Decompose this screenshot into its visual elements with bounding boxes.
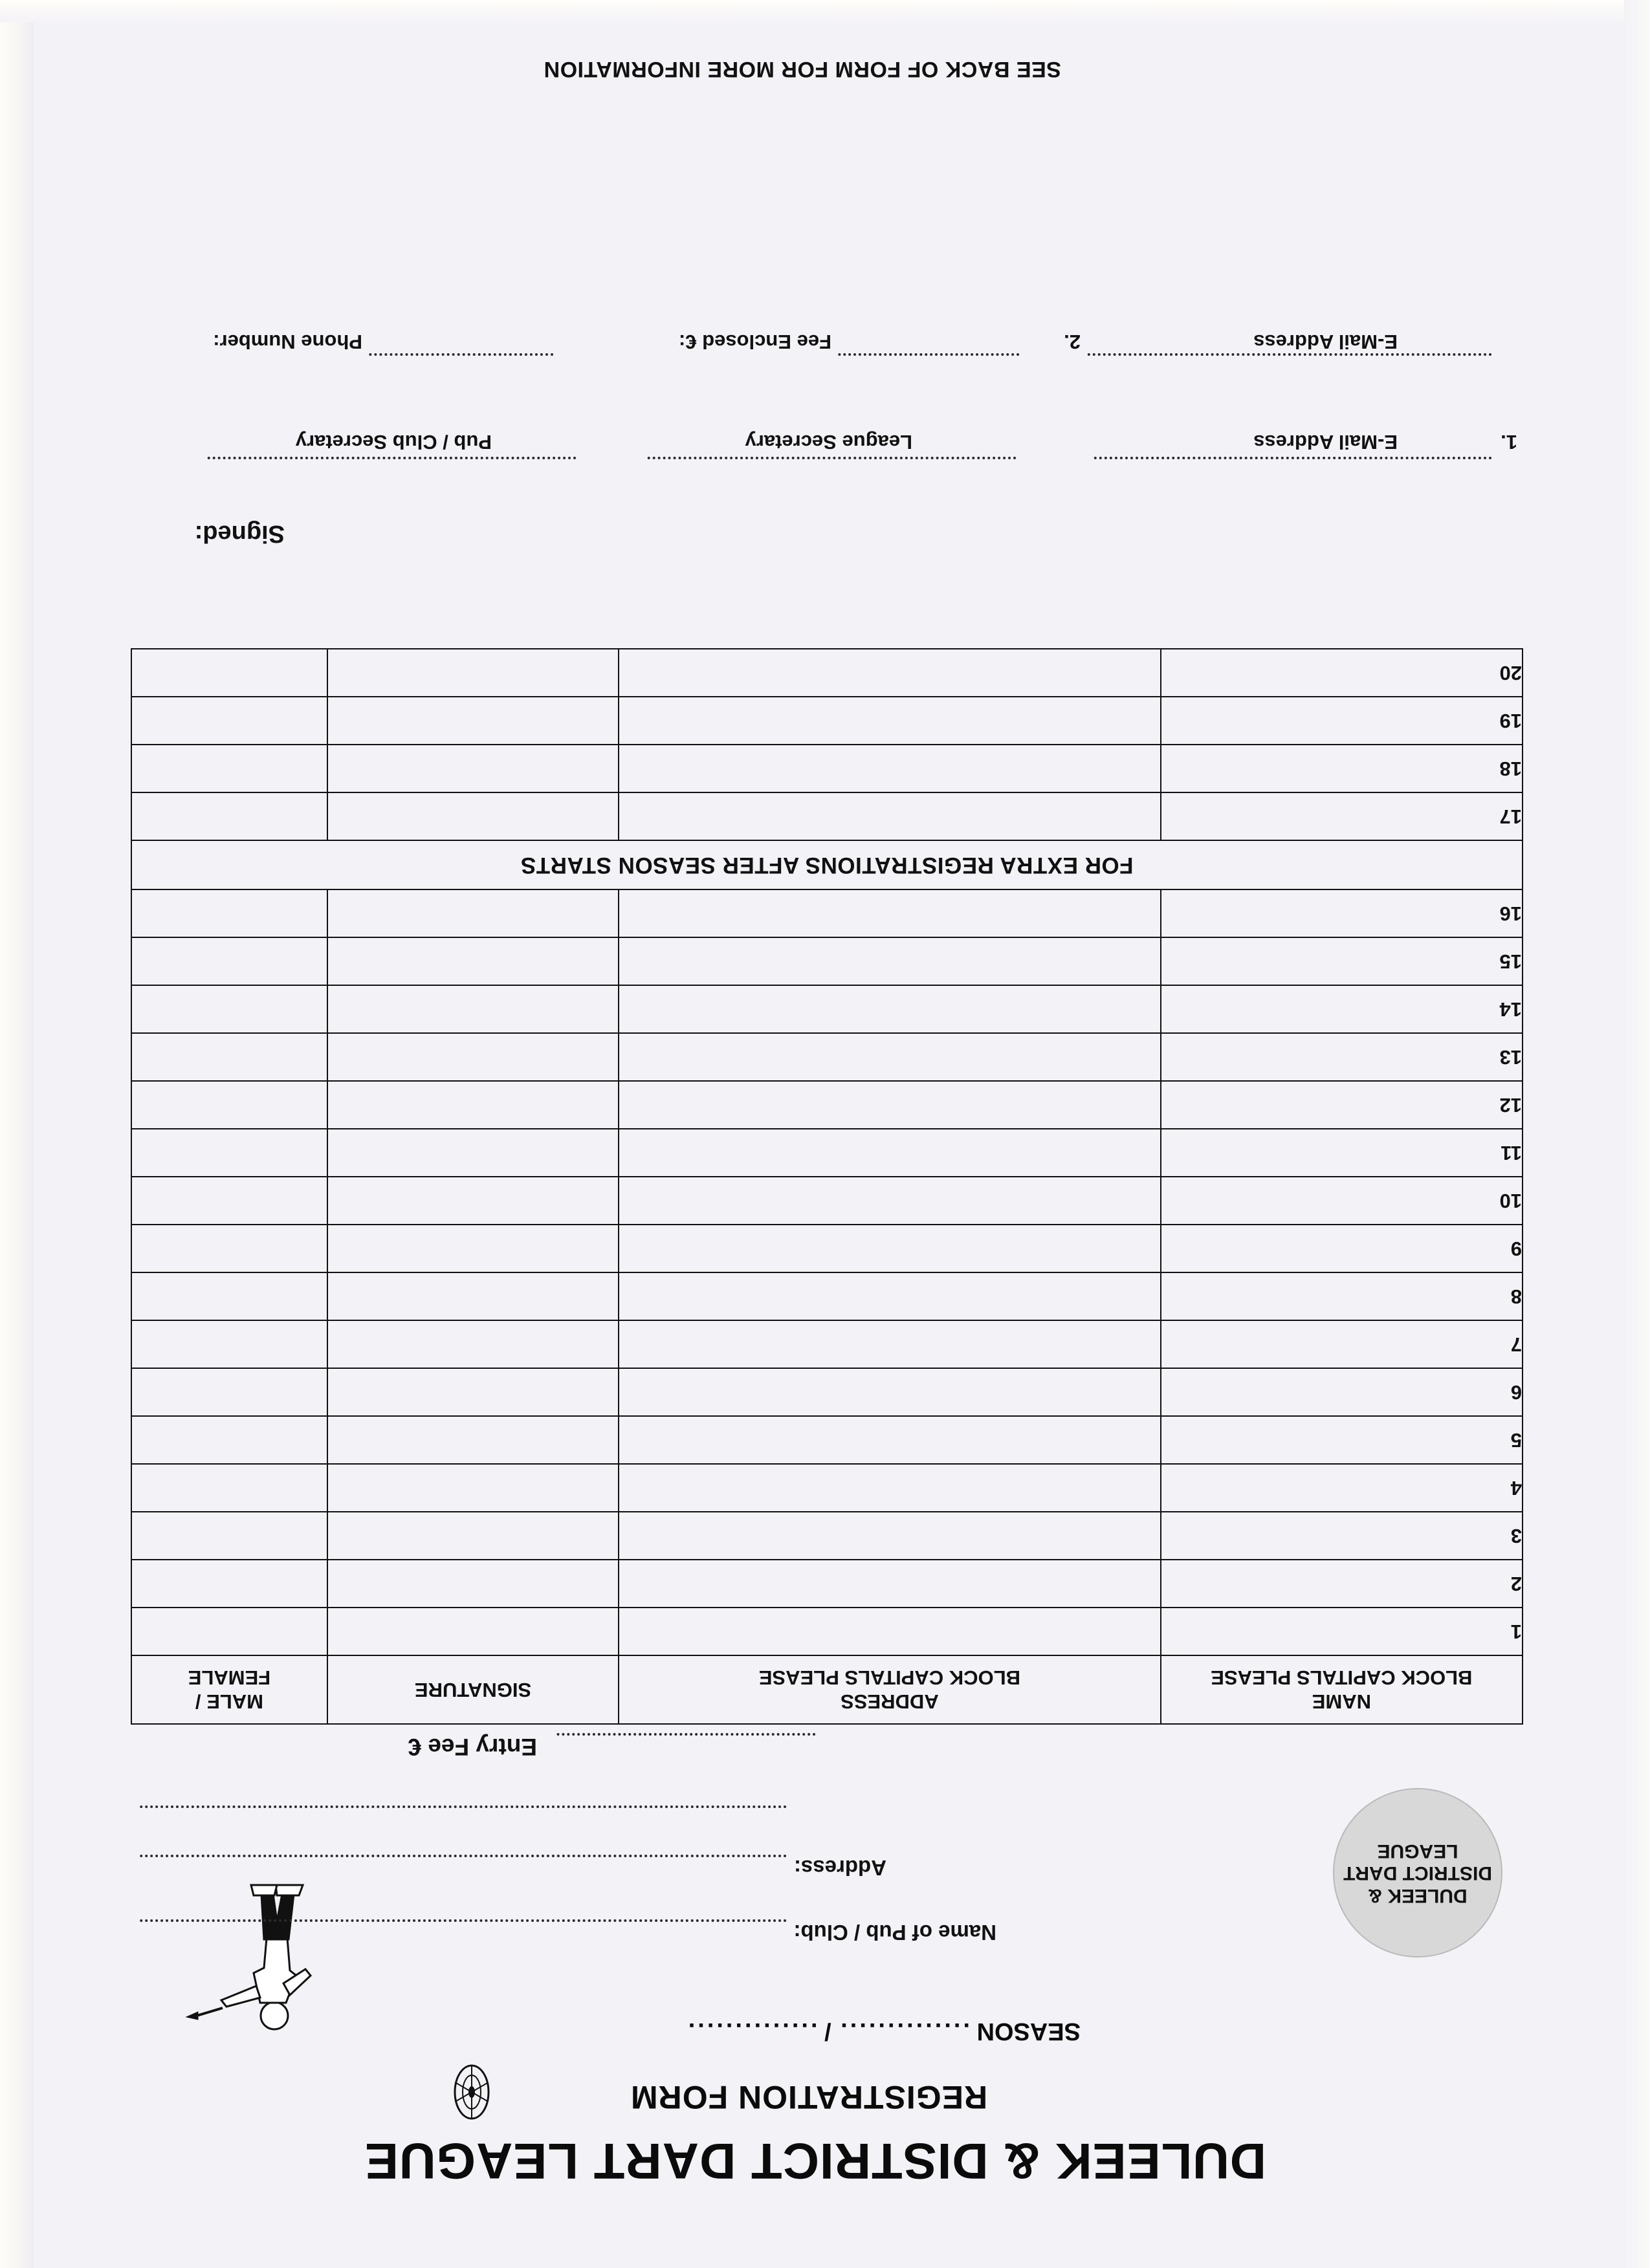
cell-signature[interactable] <box>327 1129 619 1177</box>
row-number: 17 <box>1161 792 1523 840</box>
cell-male-female[interactable] <box>131 745 327 792</box>
row-number: 6 <box>1161 1368 1523 1416</box>
cell-address[interactable] <box>619 1416 1161 1464</box>
header-name <box>1161 1655 1523 1724</box>
table-row[interactable] <box>131 1272 1523 1320</box>
cell-address[interactable] <box>619 1560 1161 1608</box>
email-address-label-1: E-Mail Address <box>1253 431 1398 453</box>
table-row[interactable] <box>131 1368 1523 1416</box>
table-row[interactable] <box>131 1512 1523 1560</box>
dartboard-icon <box>452 2064 492 2121</box>
cell-signature[interactable] <box>327 697 619 745</box>
pub-name-label-wrap <box>794 1920 997 1945</box>
cell-male-female[interactable] <box>131 1320 327 1368</box>
pub-name-label: Name of Pub / Club: <box>793 1921 996 1945</box>
cell-male-female[interactable] <box>131 1033 327 1081</box>
cell-male-female[interactable] <box>131 649 327 697</box>
cell-male-female[interactable] <box>131 985 327 1033</box>
cell-male-female[interactable] <box>131 1416 327 1464</box>
extra-registrations-banner: FOR EXTRA REGISTRATIONS AFTER SEASON STARTS <box>131 840 1523 889</box>
cell-signature[interactable] <box>327 985 619 1033</box>
row-number: 1 <box>1161 1608 1523 1655</box>
cell-address[interactable] <box>619 1320 1161 1368</box>
form-subtitle: REGISTRATION FORM <box>630 2079 988 2115</box>
cell-male-female[interactable] <box>131 1608 327 1655</box>
cell-address[interactable] <box>619 1512 1161 1560</box>
table-row[interactable] <box>131 1416 1523 1464</box>
cell-address[interactable] <box>619 1368 1161 1416</box>
row-number: 7 <box>1161 1320 1523 1368</box>
cell-male-female[interactable] <box>131 937 327 985</box>
address-label: Address: <box>793 1856 886 1880</box>
row-number: 4 <box>1161 1464 1523 1512</box>
league-stamp <box>1333 1788 1502 1957</box>
cell-address[interactable] <box>619 985 1161 1033</box>
cell-signature[interactable] <box>327 1272 619 1320</box>
entry-fee-label: Entry Fee € <box>408 1734 537 1760</box>
table-row[interactable] <box>131 745 1523 792</box>
form-title: DULEEK & DISTRICT DART LEAGUE <box>364 2133 1266 2190</box>
header-male-female <box>131 1655 327 1724</box>
table-row[interactable] <box>131 697 1523 745</box>
row-number: 14 <box>1161 985 1523 1033</box>
table-row[interactable] <box>131 1033 1523 1081</box>
season-dots-right[interactable]: .............. <box>685 2018 818 2045</box>
cell-male-female[interactable] <box>131 792 327 840</box>
phone-number-label: Phone Number: <box>213 331 362 353</box>
row-number: 15 <box>1161 937 1523 985</box>
row-number: 10 <box>1161 1177 1523 1225</box>
cell-address[interactable] <box>619 1033 1161 1081</box>
dart-player-illustration <box>168 1854 336 2035</box>
cell-signature[interactable] <box>327 1368 619 1416</box>
season-field <box>498 2017 1081 2045</box>
table-row[interactable] <box>131 792 1523 840</box>
cell-address[interactable] <box>619 649 1161 697</box>
table-row[interactable] <box>131 1560 1523 1608</box>
cell-signature[interactable] <box>327 1177 619 1225</box>
email-index-2: 2. <box>1064 331 1081 353</box>
cell-signature[interactable] <box>327 745 619 792</box>
table-header-row <box>131 1655 1523 1724</box>
see-back-note: SEE BACK OF FORM FOR MORE INFORMATION <box>544 57 1061 82</box>
extra-registrations-banner-row <box>131 840 1523 889</box>
cell-address[interactable] <box>619 1225 1161 1272</box>
header-mf-line2: FEMALE <box>188 1666 271 1689</box>
cell-signature[interactable] <box>327 792 619 840</box>
cell-address[interactable] <box>619 1272 1161 1320</box>
fee-enclosed-line[interactable] <box>838 353 1019 356</box>
table-row[interactable] <box>131 1464 1523 1512</box>
pub-name-input[interactable] <box>139 1919 786 1923</box>
row-number: 3 <box>1161 1512 1523 1560</box>
row-number: 2 <box>1161 1560 1523 1608</box>
email-address-label-2: E-Mail Address <box>1253 331 1398 353</box>
address-input-line1[interactable] <box>139 1855 786 1858</box>
header-name-line2: BLOCK CAPITALS PLEASE <box>1211 1666 1473 1689</box>
cell-male-female[interactable] <box>131 1129 327 1177</box>
cell-signature[interactable] <box>327 1320 619 1368</box>
cell-address[interactable] <box>619 792 1161 840</box>
row-number: 5 <box>1161 1416 1523 1464</box>
header-signature: SIGNATURE <box>327 1655 619 1724</box>
league-secretary-label: League Secretary <box>745 431 912 453</box>
cell-signature[interactable] <box>327 1416 619 1464</box>
cell-male-female[interactable] <box>131 1272 327 1320</box>
season-separator: / <box>824 2018 831 2045</box>
header-address-line2: BLOCK CAPITALS PLEASE <box>758 1666 1020 1689</box>
header-address <box>619 1655 1161 1724</box>
table-row[interactable] <box>131 1177 1523 1225</box>
cell-signature[interactable] <box>327 1464 619 1512</box>
table-row[interactable] <box>131 1081 1523 1129</box>
table-row[interactable] <box>131 889 1523 937</box>
table-row[interactable] <box>131 649 1523 697</box>
header-name-line1: NAME <box>1312 1690 1371 1714</box>
table-row[interactable] <box>131 937 1523 985</box>
season-dots-left[interactable]: .............. <box>838 2018 970 2045</box>
cell-signature[interactable] <box>327 1081 619 1129</box>
table-row[interactable] <box>131 1320 1523 1368</box>
table-row[interactable] <box>131 1608 1523 1655</box>
email-address-line-1[interactable] <box>1094 457 1491 460</box>
entry-fee-input[interactable] <box>556 1733 815 1736</box>
league-stamp-text: DULEEK & DISTRICT DART LEAGUE <box>1343 1840 1492 1906</box>
email-index-1: 1. <box>1501 431 1517 453</box>
registration-table <box>131 648 1523 1725</box>
cell-male-female[interactable] <box>131 1368 327 1416</box>
cell-address[interactable] <box>619 1081 1161 1129</box>
cell-signature[interactable] <box>327 937 619 985</box>
row-number: 9 <box>1161 1225 1523 1272</box>
cell-signature[interactable] <box>327 889 619 937</box>
address-label-wrap <box>794 1855 886 1880</box>
table-row[interactable] <box>131 985 1523 1033</box>
cell-signature[interactable] <box>327 649 619 697</box>
cell-male-female[interactable] <box>131 1225 327 1272</box>
cell-signature[interactable] <box>327 1560 619 1608</box>
cell-male-female[interactable] <box>131 1177 327 1225</box>
row-number: 13 <box>1161 1033 1523 1081</box>
cell-address[interactable] <box>619 1177 1161 1225</box>
row-number: 12 <box>1161 1081 1523 1129</box>
row-number: 8 <box>1161 1272 1523 1320</box>
cell-address[interactable] <box>619 1608 1161 1655</box>
cell-address[interactable] <box>619 745 1161 792</box>
signed-label: Signed: <box>194 520 285 547</box>
email-address-line-2[interactable] <box>1087 353 1491 356</box>
cell-signature[interactable] <box>327 1512 619 1560</box>
cell-male-female[interactable] <box>131 889 327 937</box>
cell-address[interactable] <box>619 937 1161 985</box>
address-input-line2[interactable] <box>139 1805 786 1809</box>
row-number: 16 <box>1161 889 1523 937</box>
cell-male-female[interactable] <box>131 1560 327 1608</box>
header-mf-line1: MALE / <box>195 1690 263 1714</box>
table-row[interactable] <box>131 1129 1523 1177</box>
row-number: 11 <box>1161 1129 1523 1177</box>
phone-number-line[interactable] <box>369 353 553 356</box>
fee-enclosed-label: Fee Enclosed €: <box>678 331 831 353</box>
table-row[interactable] <box>131 1225 1523 1272</box>
cell-signature[interactable] <box>327 1608 619 1655</box>
cell-address[interactable] <box>619 697 1161 745</box>
cell-address[interactable] <box>619 889 1161 937</box>
pub-secretary-signature-line[interactable] <box>207 457 576 460</box>
cell-signature[interactable] <box>327 1033 619 1081</box>
row-number: 19 <box>1161 697 1523 745</box>
cell-address[interactable] <box>619 1464 1161 1512</box>
row-number: 18 <box>1161 745 1523 792</box>
cell-male-female[interactable] <box>131 697 327 745</box>
season-label: SEASON <box>976 2018 1081 2045</box>
cell-male-female[interactable] <box>131 1464 327 1512</box>
row-number: 20 <box>1161 649 1523 697</box>
cell-male-female[interactable] <box>131 1081 327 1129</box>
header-address-line1: ADDRESS <box>841 1690 939 1714</box>
league-secretary-signature-line[interactable] <box>647 457 1016 460</box>
cell-male-female[interactable] <box>131 1512 327 1560</box>
cell-signature[interactable] <box>327 1225 619 1272</box>
pub-secretary-label: Pub / Club Secretary <box>295 431 492 453</box>
cell-address[interactable] <box>619 1129 1161 1177</box>
